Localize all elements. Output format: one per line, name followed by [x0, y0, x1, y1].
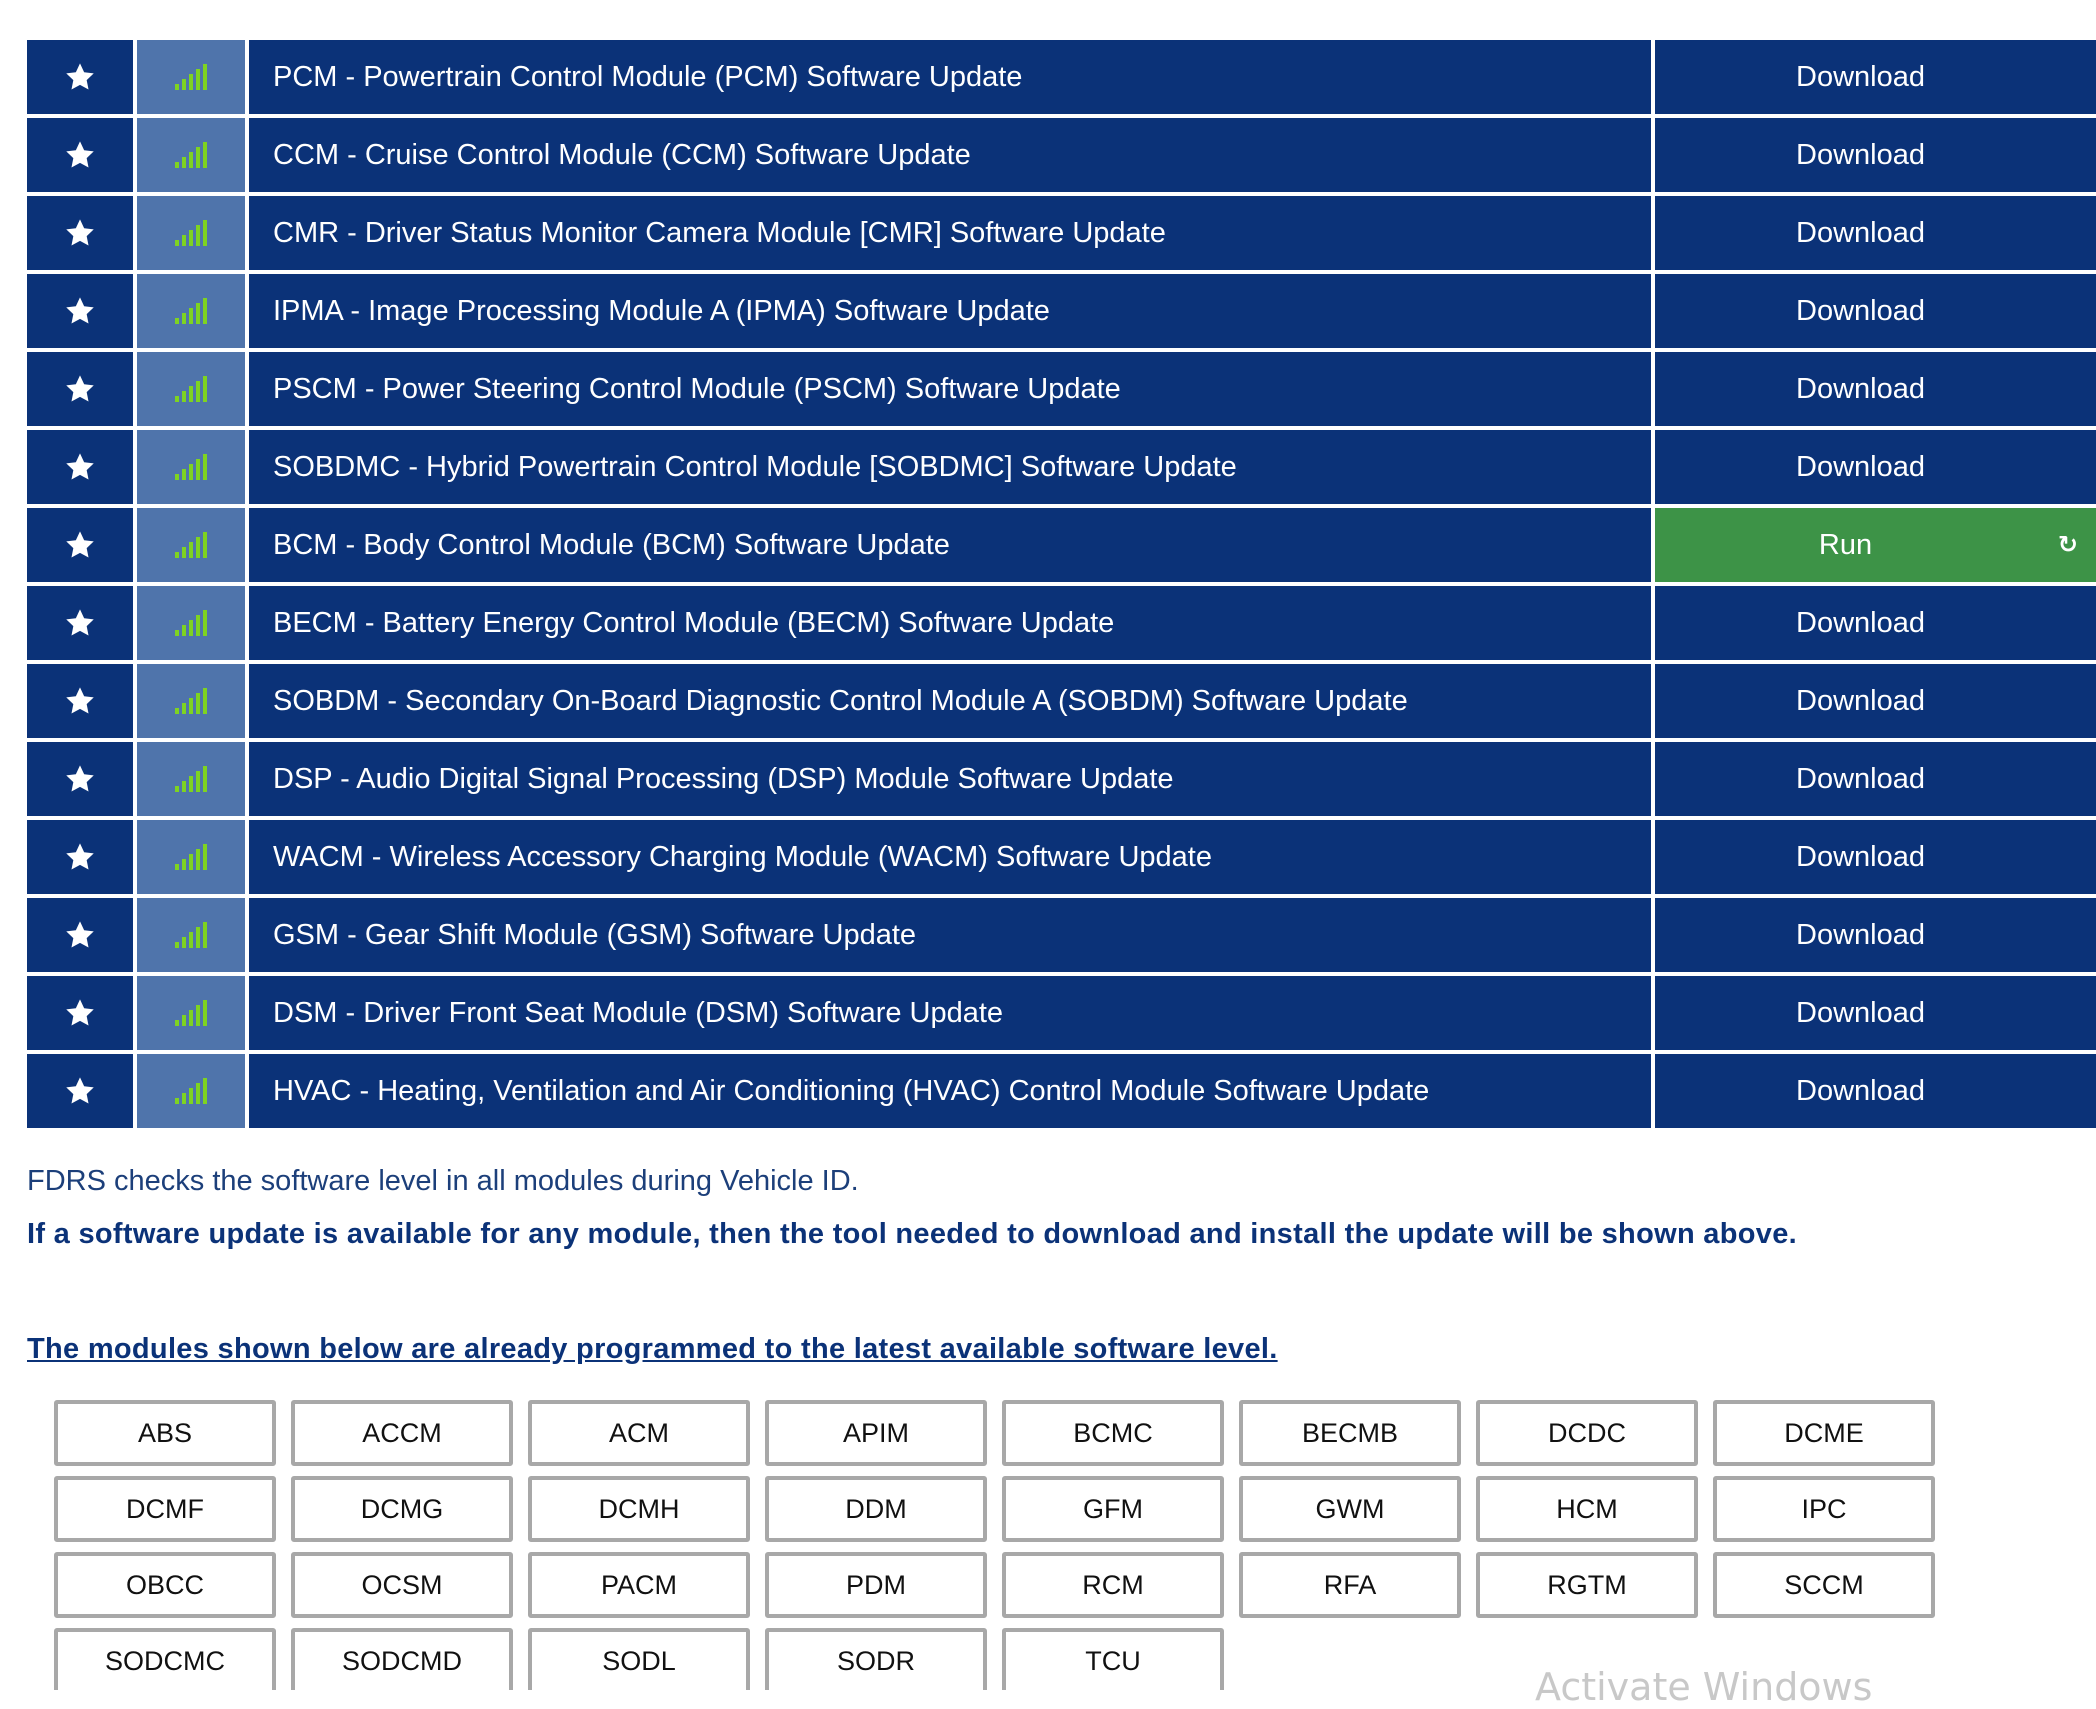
module-row [27, 352, 2096, 426]
programmed-module-chip[interactable]: RGTM [1476, 1552, 1698, 1618]
module-row [27, 1054, 2096, 1128]
action-label: Run [1818, 528, 1873, 561]
favorite-cell[interactable] [27, 274, 133, 348]
signal-cell [137, 118, 245, 192]
signal-cell [137, 664, 245, 738]
programmed-module-chip[interactable]: ABS [54, 1400, 276, 1466]
star-icon [64, 451, 96, 483]
programmed-module-chip[interactable]: DCME [1713, 1400, 1935, 1466]
programmed-module-chip[interactable]: ACCM [291, 1400, 513, 1466]
star-icon [64, 685, 96, 717]
action-label: Download [1796, 216, 1925, 249]
favorite-cell[interactable] [27, 664, 133, 738]
programmed-module-chip[interactable]: APIM [765, 1400, 987, 1466]
module-update-list [27, 40, 2096, 1132]
signal-strength-icon [175, 766, 207, 792]
signal-strength-icon [175, 610, 207, 636]
windows-activation-watermark: Activate Windows [1535, 1665, 1873, 1709]
signal-cell [137, 898, 245, 972]
module-update-title: PSCM - Power Steering Control Module (PSCM) Software Update [249, 352, 1651, 426]
module-row [27, 976, 2096, 1050]
action-label: Download [1796, 684, 1925, 717]
download-button[interactable] [1655, 898, 2096, 972]
refresh-icon[interactable]: ↻ [2057, 531, 2078, 559]
programmed-module-chip[interactable]: DCMH [528, 1476, 750, 1542]
programmed-modules-heading[interactable]: The modules shown below are already programmed to the latest available software level. [27, 1333, 1278, 1365]
programmed-module-chip[interactable]: BECMB [1239, 1400, 1461, 1466]
programmed-module-chip[interactable]: SCCM [1713, 1552, 1935, 1618]
module-update-title: CMR - Driver Status Monitor Camera Module [CMR] Software Update [249, 196, 1651, 270]
programmed-module-chip[interactable]: DDM [765, 1476, 987, 1542]
module-update-title: SOBDMC - Hybrid Powertrain Control Module [SOBDMC] Software Update [249, 430, 1651, 504]
action-label: Download [1796, 606, 1925, 639]
programmed-module-chip[interactable]: TCU [1002, 1628, 1224, 1690]
action-label: Download [1796, 450, 1925, 483]
signal-cell [137, 586, 245, 660]
programmed-module-chip[interactable]: OCSM [291, 1552, 513, 1618]
module-update-title: CCM - Cruise Control Module (CCM) Software Update [249, 118, 1651, 192]
module-row [27, 898, 2096, 972]
signal-strength-icon [175, 64, 207, 90]
module-update-title: BECM - Battery Energy Control Module (BECM) Software Update [249, 586, 1651, 660]
signal-strength-icon [175, 142, 207, 168]
signal-strength-icon [175, 220, 207, 246]
signal-strength-icon [175, 298, 207, 324]
module-update-title: IPMA - Image Processing Module A (IPMA) Software Update [249, 274, 1651, 348]
download-button[interactable] [1655, 820, 2096, 894]
download-button[interactable] [1655, 586, 2096, 660]
action-label: Download [1796, 1074, 1925, 1107]
star-icon [64, 373, 96, 405]
programmed-module-chip[interactable]: SODCMC [54, 1628, 276, 1690]
favorite-cell[interactable] [27, 1054, 133, 1128]
action-label: Download [1796, 294, 1925, 327]
signal-strength-icon [175, 376, 207, 402]
star-icon [64, 997, 96, 1029]
favorite-cell[interactable] [27, 118, 133, 192]
star-icon [64, 61, 96, 93]
signal-strength-icon [175, 922, 207, 948]
signal-cell [137, 508, 245, 582]
programmed-module-chip[interactable]: OBCC [54, 1552, 276, 1618]
signal-cell [137, 976, 245, 1050]
module-row [27, 430, 2096, 504]
favorite-cell[interactable] [27, 352, 133, 426]
signal-cell [137, 742, 245, 816]
programmed-module-chip[interactable]: DCMF [54, 1476, 276, 1542]
action-label: Download [1796, 996, 1925, 1029]
signal-cell [137, 352, 245, 426]
module-row [27, 586, 2096, 660]
module-row [27, 508, 2096, 582]
programmed-module-chip[interactable]: PDM [765, 1552, 987, 1618]
action-label: Download [1796, 840, 1925, 873]
module-update-title: GSM - Gear Shift Module (GSM) Software Update [249, 898, 1651, 972]
module-update-title: DSP - Audio Digital Signal Processing (DSP) Module Software Update [249, 742, 1651, 816]
download-button[interactable] [1655, 274, 2096, 348]
signal-strength-icon [175, 532, 207, 558]
programmed-module-chip[interactable]: DCDC [1476, 1400, 1698, 1466]
signal-strength-icon [175, 688, 207, 714]
favorite-cell[interactable] [27, 820, 133, 894]
download-button[interactable] [1655, 1054, 2096, 1128]
info-text-update-available: If a software update is available for any module, then the tool needed to download and install the update will be shown above. [27, 1218, 1797, 1250]
action-label: Download [1796, 372, 1925, 405]
module-row [27, 664, 2096, 738]
star-icon [64, 763, 96, 795]
programmed-module-chip[interactable]: RFA [1239, 1552, 1461, 1618]
action-label: Download [1796, 60, 1925, 93]
star-icon [64, 841, 96, 873]
programmed-module-chip[interactable]: GWM [1239, 1476, 1461, 1542]
favorite-cell[interactable] [27, 196, 133, 270]
favorite-cell[interactable] [27, 508, 133, 582]
module-update-title: WACM - Wireless Accessory Charging Module (WACM) Software Update [249, 820, 1651, 894]
programmed-modules-grid [54, 1400, 1936, 1690]
signal-cell [137, 196, 245, 270]
favorite-cell[interactable] [27, 742, 133, 816]
module-row [27, 118, 2096, 192]
module-row [27, 274, 2096, 348]
download-button[interactable] [1655, 976, 2096, 1050]
module-update-title: PCM - Powertrain Control Module (PCM) Software Update [249, 40, 1651, 114]
signal-cell [137, 430, 245, 504]
favorite-cell[interactable] [27, 430, 133, 504]
module-row [27, 820, 2096, 894]
module-update-title: DSM - Driver Front Seat Module (DSM) Software Update [249, 976, 1651, 1050]
favorite-cell[interactable] [27, 976, 133, 1050]
star-icon [64, 139, 96, 171]
download-button[interactable] [1655, 40, 2096, 114]
favorite-cell[interactable] [27, 586, 133, 660]
signal-strength-icon [175, 1078, 207, 1104]
action-label: Download [1796, 762, 1925, 795]
run-button[interactable] [1655, 508, 2096, 582]
signal-strength-icon [175, 1000, 207, 1026]
signal-cell [137, 1054, 245, 1128]
info-text-vehicle-id: FDRS checks the software level in all modules during Vehicle ID. [27, 1165, 859, 1197]
star-icon [64, 607, 96, 639]
module-update-title: SOBDM - Secondary On-Board Diagnostic Control Module A (SOBDM) Software Update [249, 664, 1651, 738]
signal-strength-icon [175, 844, 207, 870]
star-icon [64, 1075, 96, 1107]
download-button[interactable] [1655, 664, 2096, 738]
download-button[interactable] [1655, 118, 2096, 192]
download-button[interactable] [1655, 352, 2096, 426]
download-button[interactable] [1655, 742, 2096, 816]
star-icon [64, 217, 96, 249]
programmed-module-chip[interactable]: SODR [765, 1628, 987, 1690]
action-label: Download [1796, 138, 1925, 171]
star-icon [64, 529, 96, 561]
programmed-module-chip[interactable]: BCMC [1002, 1400, 1224, 1466]
signal-cell [137, 820, 245, 894]
module-update-title: HVAC - Heating, Ventilation and Air Conditioning (HVAC) Control Module Software Update [249, 1054, 1651, 1128]
programmed-module-chip[interactable]: DCMG [291, 1476, 513, 1542]
programmed-module-chip[interactable]: ACM [528, 1400, 750, 1466]
action-label: Download [1796, 918, 1925, 951]
signal-cell [137, 274, 245, 348]
programmed-module-chip[interactable]: GFM [1002, 1476, 1224, 1542]
favorite-cell[interactable] [27, 40, 133, 114]
signal-strength-icon [175, 454, 207, 480]
module-row [27, 742, 2096, 816]
programmed-module-chip[interactable]: HCM [1476, 1476, 1698, 1542]
download-button[interactable] [1655, 196, 2096, 270]
programmed-module-chip[interactable]: SODL [528, 1628, 750, 1690]
signal-cell [137, 40, 245, 114]
programmed-module-chip[interactable]: SODCMD [291, 1628, 513, 1690]
download-button[interactable] [1655, 430, 2096, 504]
star-icon [64, 295, 96, 327]
star-icon [64, 919, 96, 951]
programmed-module-chip[interactable]: PACM [528, 1552, 750, 1618]
favorite-cell[interactable] [27, 898, 133, 972]
module-update-title: BCM - Body Control Module (BCM) Software Update [249, 508, 1651, 582]
module-row [27, 196, 2096, 270]
programmed-module-chip[interactable]: RCM [1002, 1552, 1224, 1618]
programmed-module-chip[interactable]: IPC [1713, 1476, 1935, 1542]
module-row [27, 40, 2096, 114]
